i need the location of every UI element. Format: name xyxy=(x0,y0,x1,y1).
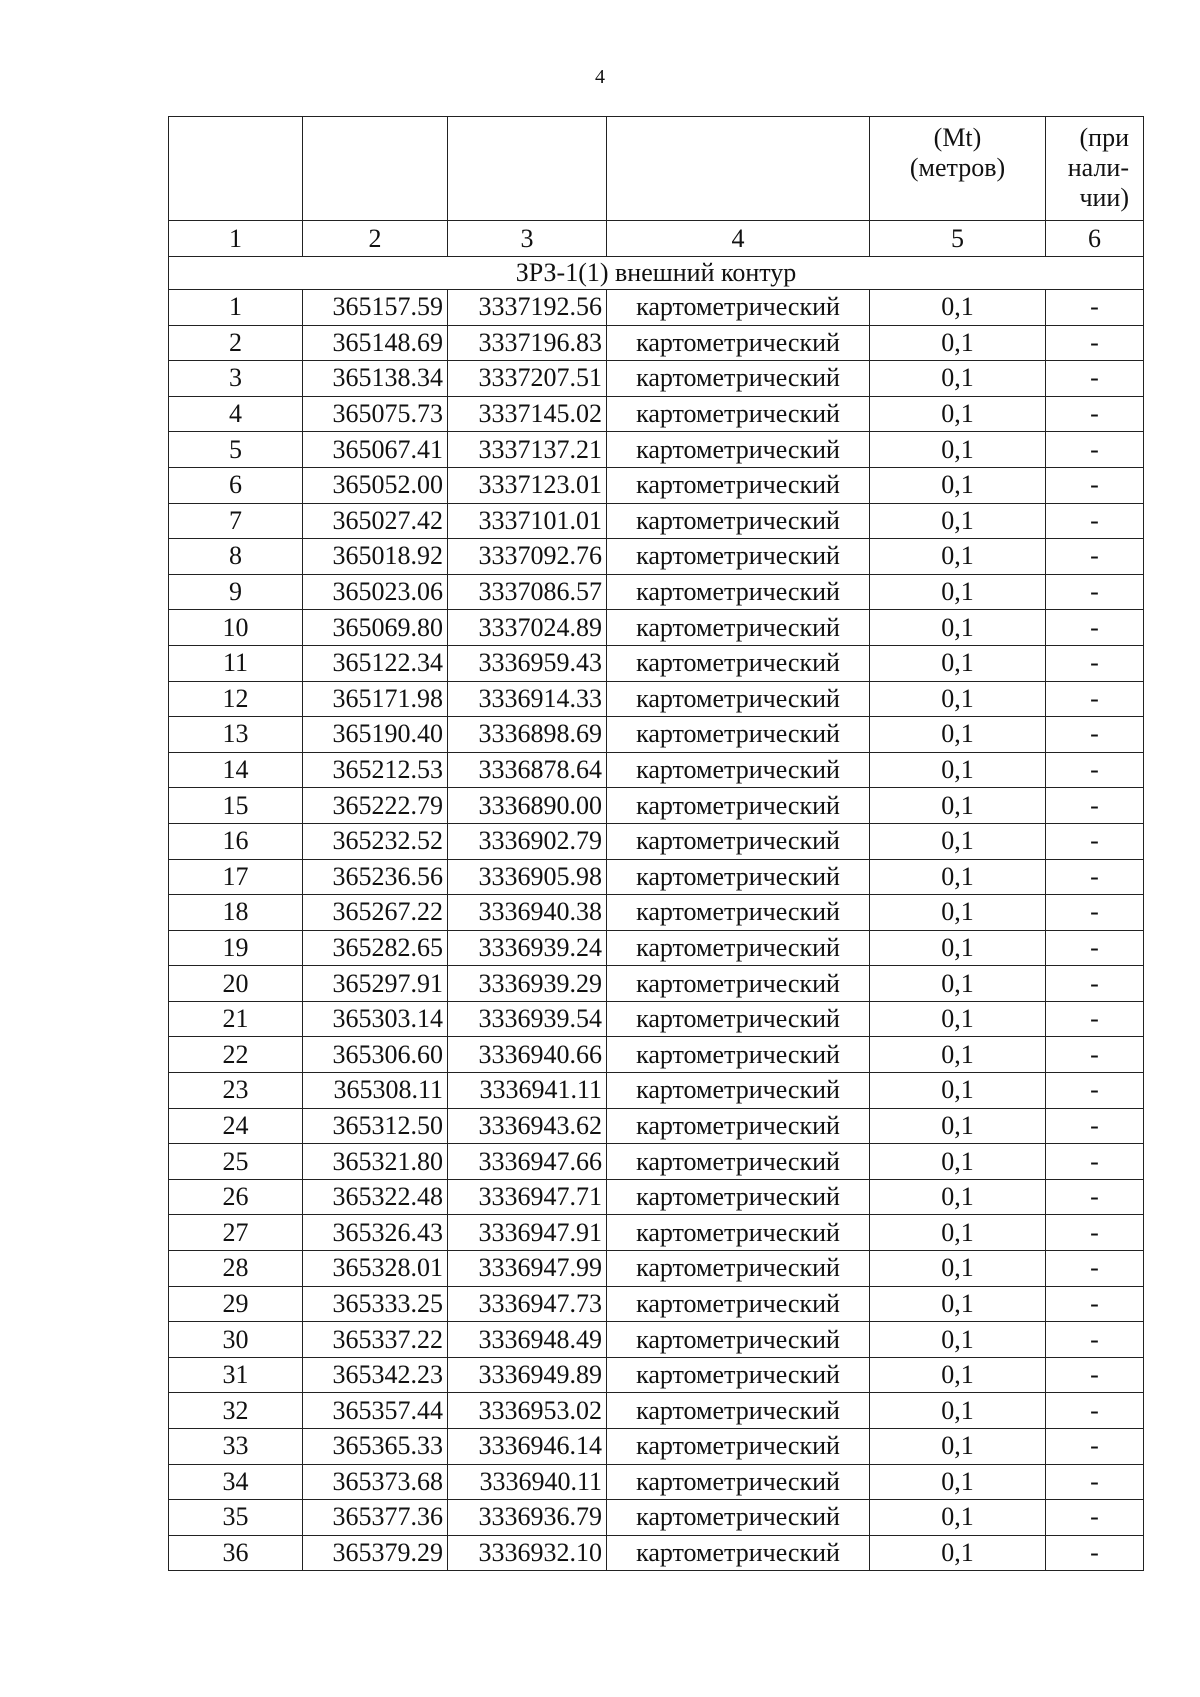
cell-point-number: 32 xyxy=(169,1393,303,1429)
cell-accuracy: 0,1 xyxy=(870,503,1046,539)
cell-availability: - xyxy=(1046,1322,1144,1358)
cell-availability: - xyxy=(1046,1357,1144,1393)
cell-coord-x: 365212.53 xyxy=(303,752,448,788)
cell-coord-x: 365337.22 xyxy=(303,1322,448,1358)
cell-coord-x: 365328.01 xyxy=(303,1251,448,1287)
cell-availability: - xyxy=(1046,1251,1144,1287)
table-row xyxy=(169,503,1144,539)
table-row xyxy=(169,1535,1144,1571)
table-row xyxy=(169,1001,1144,1037)
cell-point-number: 6 xyxy=(169,467,303,503)
table-row xyxy=(169,467,1144,503)
cell-availability: - xyxy=(1046,966,1144,1002)
cell-accuracy: 0,1 xyxy=(870,859,1046,895)
cell-point-number: 16 xyxy=(169,823,303,859)
cell-availability: - xyxy=(1046,1464,1144,1500)
cell-accuracy: 0,1 xyxy=(870,895,1046,931)
cell-coord-x: 365122.34 xyxy=(303,645,448,681)
cell-coord-y: 3336946.14 xyxy=(448,1429,607,1465)
cell-coord-y: 3337207.51 xyxy=(448,361,607,397)
header-cell-accuracy: (Mt) (метров) xyxy=(870,117,1046,221)
cell-point-number: 22 xyxy=(169,1037,303,1073)
cell-coord-x: 365333.25 xyxy=(303,1286,448,1322)
cell-coord-y: 3336949.89 xyxy=(448,1357,607,1393)
cell-method: картометрический xyxy=(607,1144,870,1180)
table-row xyxy=(169,574,1144,610)
cell-coord-y: 3336890.00 xyxy=(448,788,607,824)
cell-point-number: 5 xyxy=(169,432,303,468)
cell-point-number: 19 xyxy=(169,930,303,966)
cell-method: картометрический xyxy=(607,1037,870,1073)
cell-coord-x: 365282.65 xyxy=(303,930,448,966)
cell-point-number: 14 xyxy=(169,752,303,788)
table-row xyxy=(169,717,1144,753)
column-number-4: 4 xyxy=(607,221,870,257)
cell-coord-x: 365297.91 xyxy=(303,966,448,1002)
cell-coord-y: 3336939.24 xyxy=(448,930,607,966)
cell-point-number: 8 xyxy=(169,539,303,575)
page-number: 4 xyxy=(595,66,605,88)
cell-point-number: 35 xyxy=(169,1500,303,1536)
header-cell-4 xyxy=(607,117,870,221)
table-header-row xyxy=(169,117,1144,221)
column-number-6: 6 xyxy=(1046,221,1144,257)
table-row xyxy=(169,610,1144,646)
cell-accuracy: 0,1 xyxy=(870,467,1046,503)
cell-availability: - xyxy=(1046,1073,1144,1109)
cell-coord-x: 365222.79 xyxy=(303,788,448,824)
cell-coord-x: 365322.48 xyxy=(303,1179,448,1215)
cell-accuracy: 0,1 xyxy=(870,1251,1046,1287)
cell-accuracy: 0,1 xyxy=(870,1108,1046,1144)
cell-coord-x: 365312.50 xyxy=(303,1108,448,1144)
cell-point-number: 10 xyxy=(169,610,303,646)
cell-accuracy: 0,1 xyxy=(870,930,1046,966)
cell-point-number: 4 xyxy=(169,396,303,432)
cell-method: картометрический xyxy=(607,645,870,681)
table-row xyxy=(169,396,1144,432)
cell-coord-x: 365027.42 xyxy=(303,503,448,539)
cell-accuracy: 0,1 xyxy=(870,610,1046,646)
cell-coord-y: 3336932.10 xyxy=(448,1535,607,1571)
cell-point-number: 25 xyxy=(169,1144,303,1180)
cell-availability: - xyxy=(1046,1215,1144,1251)
cell-coord-y: 3336947.73 xyxy=(448,1286,607,1322)
cell-availability: - xyxy=(1046,752,1144,788)
cell-method: картометрический xyxy=(607,966,870,1002)
cell-coord-y: 3337145.02 xyxy=(448,396,607,432)
cell-method: картометрический xyxy=(607,432,870,468)
cell-coord-y: 3336905.98 xyxy=(448,859,607,895)
cell-coord-y: 3336940.11 xyxy=(448,1464,607,1500)
cell-coord-x: 365236.56 xyxy=(303,859,448,895)
table-row xyxy=(169,1286,1144,1322)
cell-availability: - xyxy=(1046,325,1144,361)
table-row xyxy=(169,823,1144,859)
column-number-3: 3 xyxy=(448,221,607,257)
cell-accuracy: 0,1 xyxy=(870,1037,1046,1073)
coordinates-table xyxy=(168,116,1144,1571)
cell-method: картометрический xyxy=(607,325,870,361)
column-number-1: 1 xyxy=(169,221,303,257)
cell-method: картометрический xyxy=(607,823,870,859)
cell-availability: - xyxy=(1046,681,1144,717)
cell-point-number: 30 xyxy=(169,1322,303,1358)
cell-method: картометрический xyxy=(607,1251,870,1287)
cell-coord-y: 3336898.69 xyxy=(448,717,607,753)
cell-point-number: 13 xyxy=(169,717,303,753)
column-number-5: 5 xyxy=(870,221,1046,257)
table-row xyxy=(169,432,1144,468)
cell-method: картометрический xyxy=(607,1322,870,1358)
cell-coord-y: 3336936.79 xyxy=(448,1500,607,1536)
cell-point-number: 17 xyxy=(169,859,303,895)
cell-accuracy: 0,1 xyxy=(870,752,1046,788)
cell-availability: - xyxy=(1046,1500,1144,1536)
cell-availability: - xyxy=(1046,432,1144,468)
cell-point-number: 1 xyxy=(169,290,303,326)
cell-method: картометрический xyxy=(607,361,870,397)
cell-method: картометрический xyxy=(607,467,870,503)
section-title-row xyxy=(169,257,1144,290)
column-numbers-row xyxy=(169,221,1144,257)
table-row xyxy=(169,1037,1144,1073)
cell-accuracy: 0,1 xyxy=(870,1179,1046,1215)
cell-coord-x: 365308.11 xyxy=(303,1073,448,1109)
cell-accuracy: 0,1 xyxy=(870,1393,1046,1429)
cell-point-number: 21 xyxy=(169,1001,303,1037)
cell-method: картометрический xyxy=(607,1179,870,1215)
cell-coord-x: 365232.52 xyxy=(303,823,448,859)
cell-method: картометрический xyxy=(607,1500,870,1536)
header-cell-availability: (при нали- чии) xyxy=(1046,117,1144,221)
cell-accuracy: 0,1 xyxy=(870,396,1046,432)
table-row xyxy=(169,930,1144,966)
cell-coord-x: 365306.60 xyxy=(303,1037,448,1073)
cell-accuracy: 0,1 xyxy=(870,539,1046,575)
section-title: ЗРЗ-1(1) внешний контур xyxy=(169,257,1144,290)
table-row xyxy=(169,325,1144,361)
cell-accuracy: 0,1 xyxy=(870,361,1046,397)
cell-coord-x: 365075.73 xyxy=(303,396,448,432)
cell-accuracy: 0,1 xyxy=(870,1357,1046,1393)
cell-point-number: 2 xyxy=(169,325,303,361)
table-row xyxy=(169,1393,1144,1429)
cell-coord-y: 3337101.01 xyxy=(448,503,607,539)
cell-accuracy: 0,1 xyxy=(870,325,1046,361)
table-row xyxy=(169,290,1144,326)
cell-method: картометрический xyxy=(607,717,870,753)
cell-accuracy: 0,1 xyxy=(870,1322,1046,1358)
cell-accuracy: 0,1 xyxy=(870,788,1046,824)
cell-coord-x: 365018.92 xyxy=(303,539,448,575)
table-row xyxy=(169,895,1144,931)
header-cell-2 xyxy=(303,117,448,221)
column-number-2: 2 xyxy=(303,221,448,257)
cell-availability: - xyxy=(1046,1144,1144,1180)
cell-coord-y: 3336941.11 xyxy=(448,1073,607,1109)
table-row xyxy=(169,1500,1144,1536)
table-row xyxy=(169,1179,1144,1215)
cell-method: картометрический xyxy=(607,1001,870,1037)
cell-availability: - xyxy=(1046,895,1144,931)
table-row xyxy=(169,1073,1144,1109)
cell-availability: - xyxy=(1046,539,1144,575)
cell-availability: - xyxy=(1046,717,1144,753)
cell-method: картометрический xyxy=(607,290,870,326)
table-row xyxy=(169,1144,1144,1180)
cell-availability: - xyxy=(1046,1037,1144,1073)
cell-availability: - xyxy=(1046,788,1144,824)
cell-method: картометрический xyxy=(607,752,870,788)
cell-coord-x: 365379.29 xyxy=(303,1535,448,1571)
table-row xyxy=(169,645,1144,681)
cell-availability: - xyxy=(1046,859,1144,895)
cell-accuracy: 0,1 xyxy=(870,717,1046,753)
cell-availability: - xyxy=(1046,610,1144,646)
cell-coord-y: 3336947.66 xyxy=(448,1144,607,1180)
cell-coord-y: 3337092.76 xyxy=(448,539,607,575)
cell-coord-x: 365069.80 xyxy=(303,610,448,646)
cell-coord-y: 3336953.02 xyxy=(448,1393,607,1429)
cell-coord-y: 3336947.99 xyxy=(448,1251,607,1287)
cell-coord-y: 3337024.89 xyxy=(448,610,607,646)
cell-accuracy: 0,1 xyxy=(870,645,1046,681)
cell-method: картометрический xyxy=(607,396,870,432)
cell-accuracy: 0,1 xyxy=(870,1429,1046,1465)
cell-availability: - xyxy=(1046,290,1144,326)
cell-point-number: 18 xyxy=(169,895,303,931)
cell-point-number: 34 xyxy=(169,1464,303,1500)
cell-point-number: 11 xyxy=(169,645,303,681)
cell-availability: - xyxy=(1046,396,1144,432)
table-row xyxy=(169,361,1144,397)
cell-method: картометрический xyxy=(607,681,870,717)
cell-coord-y: 3336948.49 xyxy=(448,1322,607,1358)
cell-method: картометрический xyxy=(607,1393,870,1429)
cell-availability: - xyxy=(1046,930,1144,966)
header-cell-3 xyxy=(448,117,607,221)
table-row xyxy=(169,1322,1144,1358)
cell-coord-x: 365052.00 xyxy=(303,467,448,503)
cell-availability: - xyxy=(1046,1429,1144,1465)
cell-accuracy: 0,1 xyxy=(870,1535,1046,1571)
cell-method: картометрический xyxy=(607,1108,870,1144)
cell-method: картометрический xyxy=(607,539,870,575)
cell-coord-x: 365377.36 xyxy=(303,1500,448,1536)
cell-method: картометрический xyxy=(607,610,870,646)
cell-availability: - xyxy=(1046,823,1144,859)
cell-accuracy: 0,1 xyxy=(870,1464,1046,1500)
cell-coord-y: 3337086.57 xyxy=(448,574,607,610)
cell-availability: - xyxy=(1046,361,1144,397)
cell-coord-y: 3337137.21 xyxy=(448,432,607,468)
cell-point-number: 12 xyxy=(169,681,303,717)
table-row xyxy=(169,752,1144,788)
cell-point-number: 23 xyxy=(169,1073,303,1109)
cell-coord-y: 3336959.43 xyxy=(448,645,607,681)
cell-method: картометрический xyxy=(607,859,870,895)
cell-accuracy: 0,1 xyxy=(870,574,1046,610)
table-row xyxy=(169,1251,1144,1287)
cell-coord-y: 3336939.29 xyxy=(448,966,607,1002)
cell-accuracy: 0,1 xyxy=(870,1286,1046,1322)
cell-coord-x: 365138.34 xyxy=(303,361,448,397)
cell-accuracy: 0,1 xyxy=(870,432,1046,468)
table-row xyxy=(169,1108,1144,1144)
cell-coord-x: 365267.22 xyxy=(303,895,448,931)
cell-point-number: 33 xyxy=(169,1429,303,1465)
cell-availability: - xyxy=(1046,1108,1144,1144)
table-row xyxy=(169,1357,1144,1393)
cell-accuracy: 0,1 xyxy=(870,823,1046,859)
cell-coord-x: 365373.68 xyxy=(303,1464,448,1500)
cell-availability: - xyxy=(1046,503,1144,539)
cell-coord-y: 3336940.66 xyxy=(448,1037,607,1073)
cell-method: картометрический xyxy=(607,574,870,610)
cell-availability: - xyxy=(1046,645,1144,681)
cell-point-number: 9 xyxy=(169,574,303,610)
cell-coord-x: 365157.59 xyxy=(303,290,448,326)
cell-method: картометрический xyxy=(607,1535,870,1571)
table-row xyxy=(169,1429,1144,1465)
cell-accuracy: 0,1 xyxy=(870,1001,1046,1037)
cell-availability: - xyxy=(1046,1001,1144,1037)
cell-coord-y: 3336902.79 xyxy=(448,823,607,859)
cell-method: картометрический xyxy=(607,895,870,931)
cell-method: картометрический xyxy=(607,1429,870,1465)
table-row xyxy=(169,859,1144,895)
cell-coord-x: 365357.44 xyxy=(303,1393,448,1429)
cell-availability: - xyxy=(1046,1179,1144,1215)
cell-accuracy: 0,1 xyxy=(870,1500,1046,1536)
header-cell-1 xyxy=(169,117,303,221)
cell-coord-x: 365067.41 xyxy=(303,432,448,468)
cell-accuracy: 0,1 xyxy=(870,1215,1046,1251)
table-row xyxy=(169,681,1144,717)
cell-point-number: 28 xyxy=(169,1251,303,1287)
table-row xyxy=(169,1464,1144,1500)
cell-availability: - xyxy=(1046,1393,1144,1429)
cell-coord-y: 3336914.33 xyxy=(448,681,607,717)
cell-point-number: 36 xyxy=(169,1535,303,1571)
cell-accuracy: 0,1 xyxy=(870,1144,1046,1180)
cell-point-number: 15 xyxy=(169,788,303,824)
cell-coord-x: 365190.40 xyxy=(303,717,448,753)
cell-point-number: 24 xyxy=(169,1108,303,1144)
cell-coord-y: 3336939.54 xyxy=(448,1001,607,1037)
table-row xyxy=(169,966,1144,1002)
cell-coord-x: 365326.43 xyxy=(303,1215,448,1251)
cell-method: картометрический xyxy=(607,503,870,539)
cell-method: картометрический xyxy=(607,1464,870,1500)
cell-availability: - xyxy=(1046,467,1144,503)
cell-method: картометрический xyxy=(607,788,870,824)
cell-coord-x: 365148.69 xyxy=(303,325,448,361)
cell-coord-x: 365321.80 xyxy=(303,1144,448,1180)
cell-point-number: 3 xyxy=(169,361,303,397)
cell-method: картометрический xyxy=(607,1073,870,1109)
cell-coord-y: 3337123.01 xyxy=(448,467,607,503)
cell-coord-y: 3336947.91 xyxy=(448,1215,607,1251)
cell-availability: - xyxy=(1046,574,1144,610)
cell-point-number: 7 xyxy=(169,503,303,539)
cell-coord-y: 3337192.56 xyxy=(448,290,607,326)
cell-accuracy: 0,1 xyxy=(870,1073,1046,1109)
table-row xyxy=(169,1215,1144,1251)
cell-coord-y: 3336943.62 xyxy=(448,1108,607,1144)
cell-point-number: 31 xyxy=(169,1357,303,1393)
cell-method: картометрический xyxy=(607,1286,870,1322)
cell-coord-y: 3337196.83 xyxy=(448,325,607,361)
cell-point-number: 20 xyxy=(169,966,303,1002)
cell-point-number: 27 xyxy=(169,1215,303,1251)
cell-method: картометрический xyxy=(607,1357,870,1393)
cell-coord-x: 365342.23 xyxy=(303,1357,448,1393)
cell-coord-x: 365303.14 xyxy=(303,1001,448,1037)
cell-accuracy: 0,1 xyxy=(870,681,1046,717)
cell-accuracy: 0,1 xyxy=(870,966,1046,1002)
cell-coord-y: 3336878.64 xyxy=(448,752,607,788)
cell-method: картометрический xyxy=(607,930,870,966)
cell-availability: - xyxy=(1046,1286,1144,1322)
cell-point-number: 26 xyxy=(169,1179,303,1215)
cell-coord-y: 3336947.71 xyxy=(448,1179,607,1215)
cell-coord-x: 365171.98 xyxy=(303,681,448,717)
cell-coord-y: 3336940.38 xyxy=(448,895,607,931)
cell-method: картометрический xyxy=(607,1215,870,1251)
cell-point-number: 29 xyxy=(169,1286,303,1322)
cell-accuracy: 0,1 xyxy=(870,290,1046,326)
cell-coord-x: 365023.06 xyxy=(303,574,448,610)
table-row xyxy=(169,539,1144,575)
cell-coord-x: 365365.33 xyxy=(303,1429,448,1465)
table-row xyxy=(169,788,1144,824)
cell-availability: - xyxy=(1046,1535,1144,1571)
